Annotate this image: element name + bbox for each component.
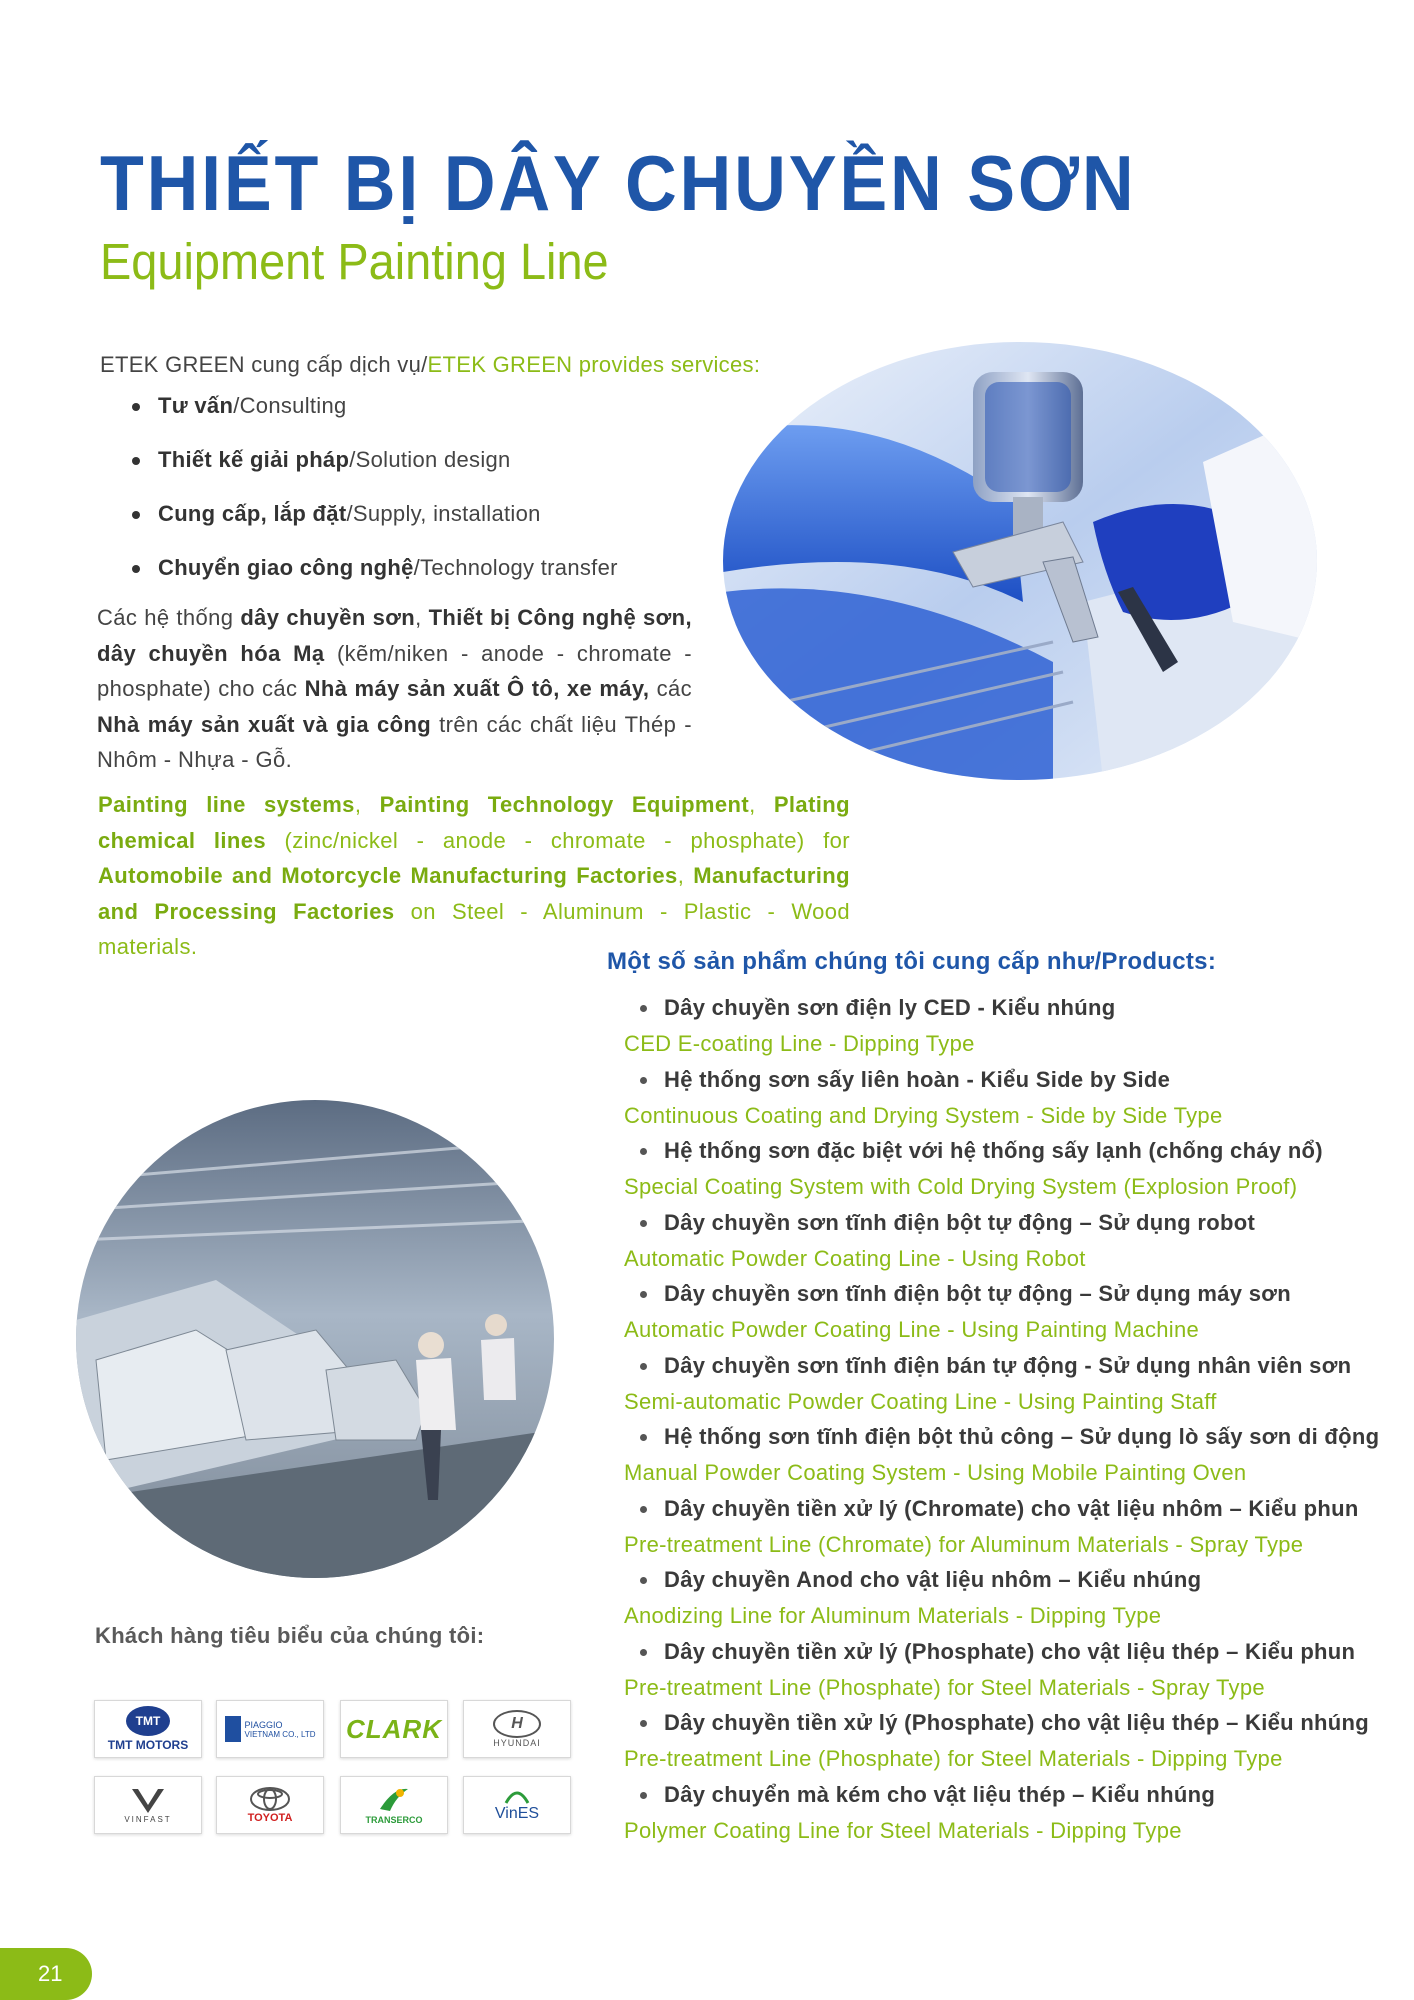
logo-toyota-text: TOYOTA <box>247 1812 293 1824</box>
product-item: Hệ thống sơn sấy liên hoàn - Kiểu Side by Side Continuous Coating and Drying System - Side by Side Type <box>624 1062 1379 1134</box>
product-item: Dây chuyền tiền xử lý (Phosphate) cho vật liệu thép – Kiểu nhúng Pre-treatment Line (Phosphate) for Steel Materials - Dipping Type <box>624 1705 1379 1777</box>
vines-emblem-icon <box>502 1787 532 1805</box>
logo-piaggio <box>216 1700 324 1758</box>
product-item: Dây chuyển mà kém cho vật liệu thép – Kiểu nhúng Polymer Coating Line for Steel Materials - Dipping Type <box>624 1777 1379 1849</box>
logo-clark <box>340 1700 448 1758</box>
logo-piaggio-text: PIAGGIO <box>244 1719 283 1730</box>
hyundai-emblem-icon: H <box>493 1710 541 1738</box>
service-item: Thiết kế giải pháp/Solution design <box>130 444 618 498</box>
products-list <box>624 990 1379 1848</box>
service-item: Chuyển giao công nghệ/Technology transfer <box>130 552 618 606</box>
services-intro <box>100 352 760 378</box>
service-item: Cung cấp, lắp đặt/Supply, installation <box>130 498 618 552</box>
logo-vines <box>463 1776 571 1834</box>
description-en: Painting line systems, Painting Technology Equipment, Plating chemical lines (zinc/nickel - anode - chromate - phosphate) for Automobile and Motorcycle Manufacturing Factories, Manufacturing and Processing Factories on Steel - Aluminum - Plastic - Wood materials. <box>98 792 850 959</box>
product-item: Hệ thống sơn đặc biệt với hệ thống sấy lạnh (chống cháy nổ) Special Coating System with Cold Drying System (Explosion Proof) <box>624 1133 1379 1205</box>
product-item: Dây chuyền tiền xử lý (Phosphate) cho vật liệu thép – Kiểu phun Pre-treatment Line (Phosphate) for Steel Materials - Spray Type <box>624 1634 1379 1706</box>
logo-piaggio-sub: VIETNAM CO., LTD <box>244 1729 316 1739</box>
services-list <box>130 390 618 606</box>
toyota-emblem-icon <box>249 1786 291 1812</box>
logo-clark-text: CLARK <box>346 1713 442 1744</box>
logo-toyota <box>216 1776 324 1834</box>
logo-hyundai <box>463 1700 571 1758</box>
logo-hyundai-text: HYUNDAI <box>493 1738 541 1748</box>
vinfast-emblem-icon <box>128 1787 168 1815</box>
page-title: THIẾT BỊ DÂY CHUYỀN SƠN <box>100 139 1137 227</box>
tmt-badge: TMT <box>126 1706 170 1736</box>
product-item: Dây chuyền sơn tĩnh điện bột tự động – Sử dụng robot Automatic Powder Coating Line - Using Robot <box>624 1205 1379 1277</box>
description-vi: Các hệ thống dây chuyền sơn, Thiết bị Công nghệ sơn, dây chuyền hóa Mạ (kẽm/niken - anode - chromate - phosphate) cho các Nhà máy sản xuất Ô tô, xe máy, các Nhà máy sản xuất và gia công trên các chất liệu Thép - Nhôm - Nhựa - Gỗ. <box>97 605 693 772</box>
logo-vinfast <box>94 1776 202 1834</box>
logo-transerco-text: TRANSERCO <box>365 1815 423 1825</box>
transerco-emblem-icon <box>376 1785 412 1815</box>
product-item: Dây chuyền sơn tĩnh điện bán tự động - Sử dụng nhân viên sơn Semi-automatic Powder Coating Line - Using Painting Staff <box>624 1348 1379 1420</box>
piaggio-mark <box>225 1716 241 1742</box>
product-item: Dây chuyền sơn điện ly CED - Kiểu nhúng CED E-coating Line - Dipping Type <box>624 990 1379 1062</box>
logo-vines-text: VinES <box>494 1805 540 1822</box>
assembly-line-photo <box>76 1100 554 1578</box>
logo-vinfast-text: VINFAST <box>124 1814 172 1824</box>
logo-tmt-motors <box>94 1700 202 1758</box>
logo-tmt-text: TMT MOTORS <box>107 1738 189 1752</box>
clients-heading: Khách hàng tiêu biểu của chúng tôi: <box>95 1623 485 1648</box>
product-item: Dây chuyền tiền xử lý (Chromate) cho vật liệu nhôm – Kiểu phun Pre-treatment Line (Chromate) for Aluminum Materials - Spray Type <box>624 1491 1379 1563</box>
spray-gun-photo <box>723 342 1317 780</box>
service-item: Tư vấn/Consulting <box>130 390 618 444</box>
intro-en: ETEK GREEN provides services: <box>427 352 761 377</box>
product-item: Hệ thống sơn tĩnh điện bột thủ công – Sử dụng lò sấy sơn di động Manual Powder Coating System - Using Mobile Painting Oven <box>624 1419 1379 1491</box>
logo-transerco <box>340 1776 448 1834</box>
product-item: Dây chuyền sơn tĩnh điện bột tự động – Sử dụng máy sơn Automatic Powder Coating Line - Using Painting Machine <box>624 1276 1379 1348</box>
page-number: 21 <box>0 1948 92 2000</box>
product-item: Dây chuyền Anod cho vật liệu nhôm – Kiểu nhúng Anodizing Line for Aluminum Materials - Dipping Type <box>624 1562 1379 1634</box>
intro-vi: ETEK GREEN cung cấp dịch vụ/ <box>100 352 428 377</box>
products-heading: Một số sản phẩm chúng tôi cung cấp như/Products: <box>607 948 1217 975</box>
page-subtitle: Equipment Painting Line <box>100 233 609 290</box>
